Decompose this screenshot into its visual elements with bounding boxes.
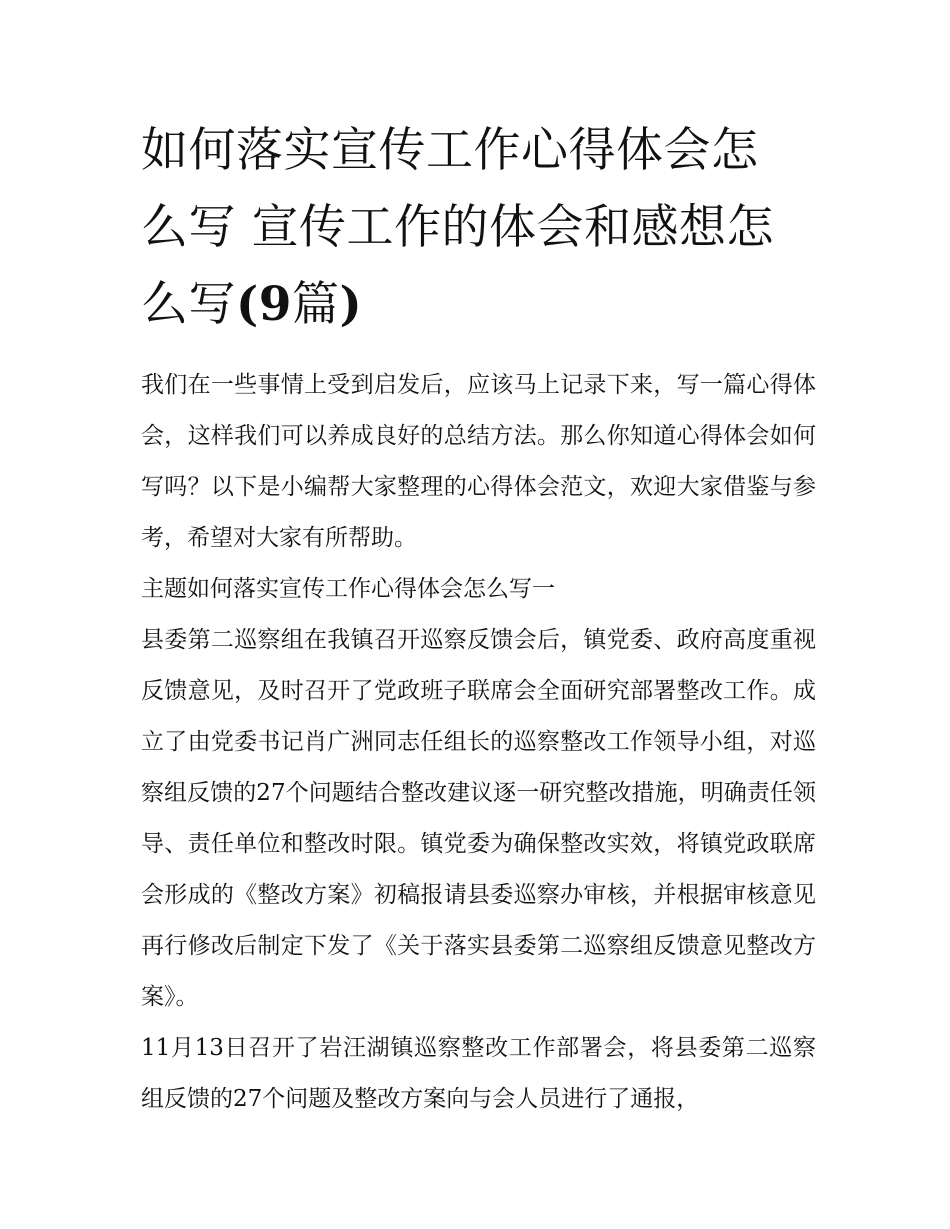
title-line-2: 么写 宣传工作的体会和感想怎 <box>141 200 774 255</box>
document-title <box>141 112 816 343</box>
title-line-3-close: ) <box>339 277 363 332</box>
title-line-3-suffix: 篇 <box>291 277 340 332</box>
title-line-3-prefix: 么写 <box>141 277 236 332</box>
title-line-1: 如何落实宣传工作心得体会怎 <box>141 123 759 178</box>
intro-paragraph: 我们在一些事情上受到启发后，应该马上记录下来，写一篇心得体会，这样我们可以养成良好的总结方法。那么你知道心得体会如何写吗？以下是小编帮大家整理的心得体会范文，欢迎大家借鉴与参考，希望对大家有所帮助。 <box>141 372 816 551</box>
document-body <box>141 112 816 1125</box>
body-paragraph-2: 11月13日召开了岩汪湖镇巡察整改工作部署会，将县委第二巡察组反馈的27个问题及整改方案向与会人员进行了通报， <box>141 1035 816 1112</box>
title-line-3-count: (9 <box>236 277 292 332</box>
section-heading: 主题如何落实宣传工作心得体会怎么写一 <box>141 576 555 602</box>
body-paragraph-1: 县委第二巡察组在我镇召开巡察反馈会后，镇党委、政府高度重视反馈意见，及时召开了党政班子联席会全面研究部署整改工作。成立了由党委书记肖广洲同志任组长的巡察整改工作领导小组，对巡察组反馈的27个问题结合整改建议逐一研究整改措施，明确责任领导、责任单位和整改时限。镇党委为确保整改实效，将镇党政联席会形成的《整改方案》初稿报请县委巡察办审核，并根据审核意见再行修改后制定下发了《关于落实县委第二巡察组反馈意见整改方案》。 <box>141 627 816 1010</box>
